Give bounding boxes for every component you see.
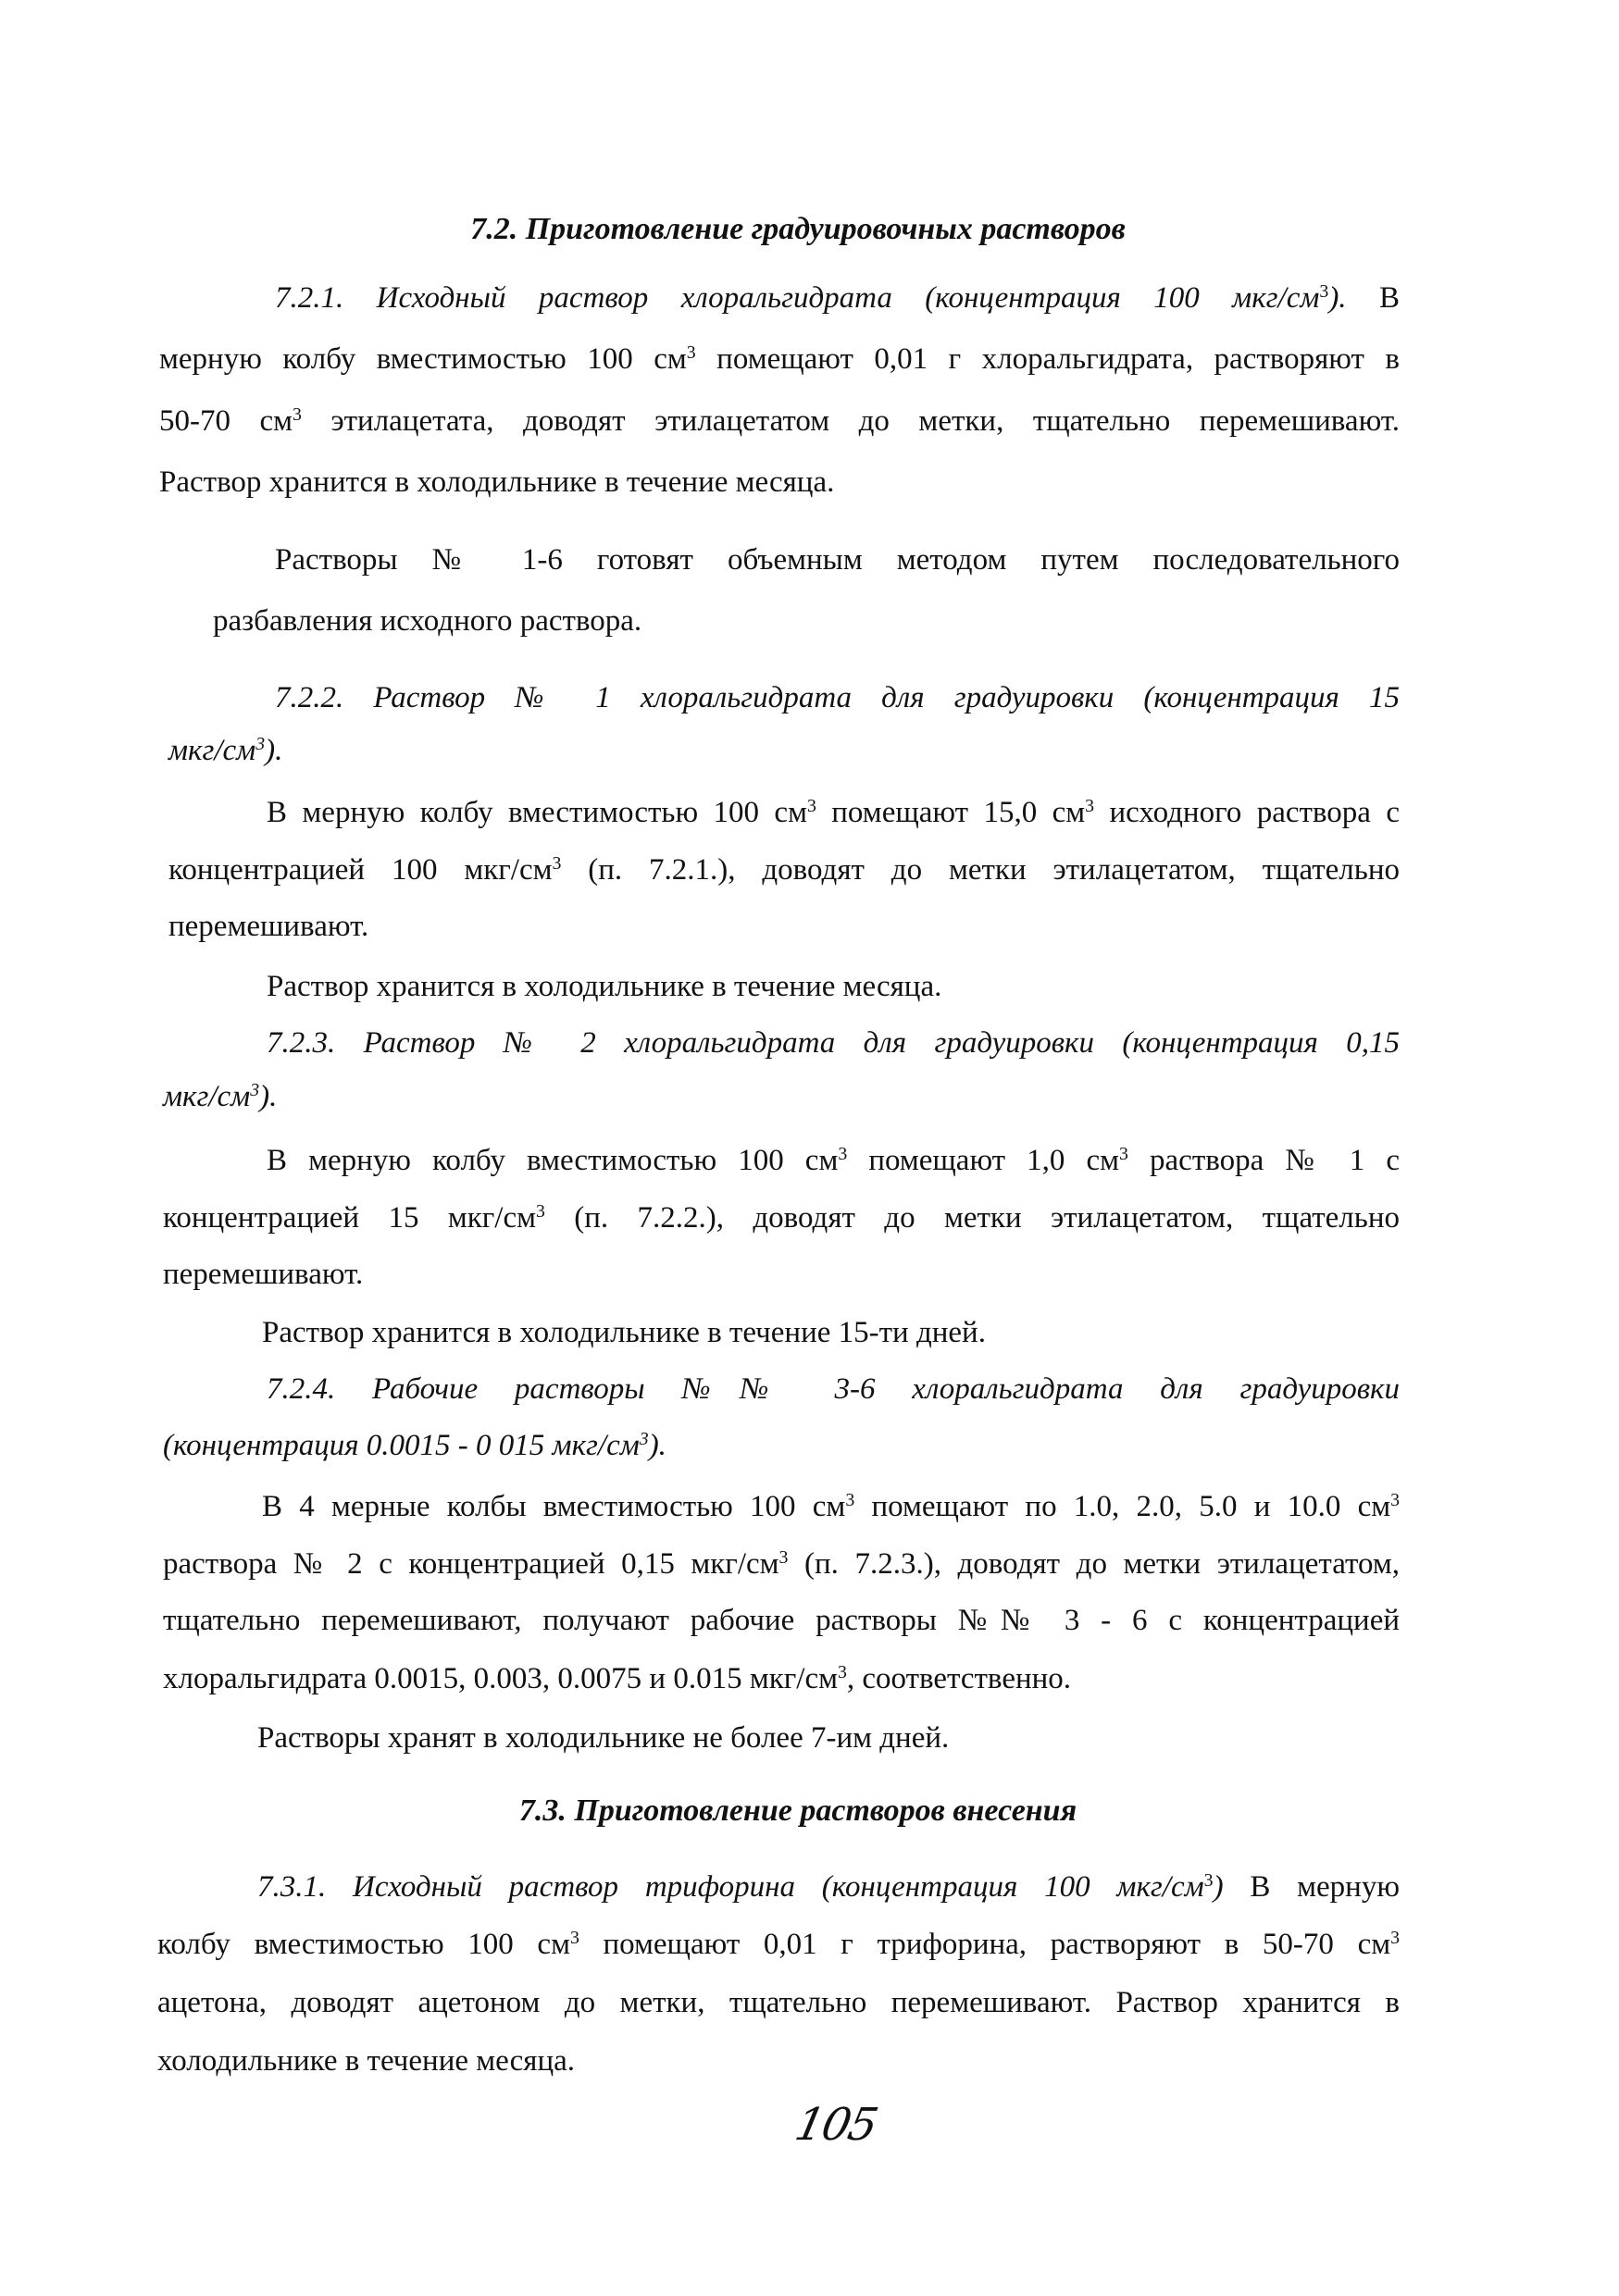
heading-7-2-4-line-1: 7.2.4. Рабочие растворы №№ 3-6 хлоральгидрата для градуировки bbox=[267, 1372, 1400, 1406]
paragraph-7-2-3-line-3: перемешивают. bbox=[163, 1258, 364, 1291]
paragraph-7-2-3-line-2: концентрацией 15 мкг/$см^3$ (п. 7.2.2.), доводят до метки этилацетатом, тщательно bbox=[163, 1201, 1400, 1235]
paragraph-7-3-1-line-2: колбу вместимостью 100 $см^3$ помещают 0,01 г трифорина, растворяют в 50-70 $см^3$ bbox=[157, 1928, 1400, 1961]
paragraph-7-2-1-line-1: 7.2.1. Исходный раствор хлоральгидрата (концентрация 100 мкг/$см^3$). В bbox=[275, 281, 1400, 315]
heading-7-2-3-line-1: 7.2.3. Раствор № 2 хлоральгидрата для градуировки (концентрация 0,15 bbox=[267, 1026, 1400, 1060]
paragraph-7-3-1-line-4: холодильнике в течение месяца. bbox=[157, 2044, 575, 2078]
paragraph-7-2-1-line-2: мерную колбу вместимостью 100 $см^3$ помещают 0,01 г хлоральгидрата, растворяют в bbox=[159, 342, 1401, 376]
paragraph-7-2-4-line-3: тщательно перемешивают, получают рабочие растворы №№ 3 - 6 с концентрацией bbox=[163, 1604, 1400, 1637]
note-paragraph-line-1: Растворы № 1-6 готовят объемным методом путем последовательного bbox=[275, 543, 1400, 577]
paragraph-7-2-1-line-3: 50-70 $см^3$ этилацетата, доводят этилацетатом до метки, тщательно перемешивают. bbox=[159, 404, 1400, 438]
paragraph-7-2-2-line-3: перемешивают. bbox=[168, 910, 369, 943]
paragraph-7-2-2-line-1: В мерную колбу вместимостью 100 $см^3$ помещают 15,0 $см^3$ исходного раствора с bbox=[267, 796, 1400, 829]
heading-7-2-4-line-2: (концентрация 0.0015 - 0 015 мкг/$см^3$). bbox=[163, 1429, 666, 1462]
heading-7-2-2-line-1: 7.2.2. Раствор № 1 хлоральгидрата для градуировки (концентрация 15 bbox=[275, 681, 1400, 714]
paragraph-7-2-4-line-4: хлоральгидрата 0.0015, 0.003, 0.0075 и 0.015 мкг/$см^3$, соответственно. bbox=[163, 1662, 1072, 1695]
paragraph-7-2-3-line-4: Раствор хранится в холодильнике в течение 15-ти дней. bbox=[262, 1316, 986, 1349]
paragraph-7-2-2-line-4: Раствор хранится в холодильнике в течение месяца. bbox=[267, 970, 942, 1003]
paragraph-7-2-1-line-4: Раствор хранится в холодильнике в течение месяца. bbox=[159, 465, 835, 499]
paragraph-7-2-3-line-1: В мерную колбу вместимостью 100 $см^3$ помещают 1,0 $см^3$ раствора № 1 с bbox=[267, 1144, 1400, 1177]
paragraph-7-3-1-line-3: ацетона, доводят ацетоном до метки, тщательно перемешивают. Раствор хранится в bbox=[157, 1986, 1400, 2019]
paragraph-7-2-4-line-2: раствора № 2 с концентрацией 0,15 мкг/$см^3$ (п. 7.2.3.), доводят до метки этилацетатом, bbox=[163, 1547, 1400, 1581]
section-heading-7-3: 7.3. Приготовление растворов внесения bbox=[518, 1793, 1077, 1828]
section-heading-7-2: 7.2. Приготовление градуировочных растворов bbox=[470, 212, 1126, 246]
note-paragraph-line-2: разбавления исходного раствора. bbox=[213, 604, 642, 638]
paragraph-7-3-1-line-1: 7.3.1. Исходный раствор трифорина (концентрация 100 мкг/$см^3$) В мерную bbox=[257, 1870, 1400, 1904]
page-number: 105 bbox=[791, 2099, 881, 2151]
paragraph-7-2-4-line-5: Растворы хранят в холодильнике не более 7-им дней. bbox=[257, 1721, 950, 1755]
paragraph-7-2-2-line-2: концентрацией 100 мкг/$см^3$ (п. 7.2.1.), доводят до метки этилацетатом, тщательно bbox=[168, 853, 1400, 887]
paragraph-7-2-4-line-1: В 4 мерные колбы вместимостью 100 $см^3$ помещают по 1.0, 2.0, 5.0 и 10.0 $см^3$ bbox=[262, 1490, 1401, 1523]
heading-7-2-2-line-2: мкг/$см^3$). bbox=[168, 734, 283, 767]
heading-7-2-3-line-2: мкг/$см^3$). bbox=[163, 1080, 278, 1113]
